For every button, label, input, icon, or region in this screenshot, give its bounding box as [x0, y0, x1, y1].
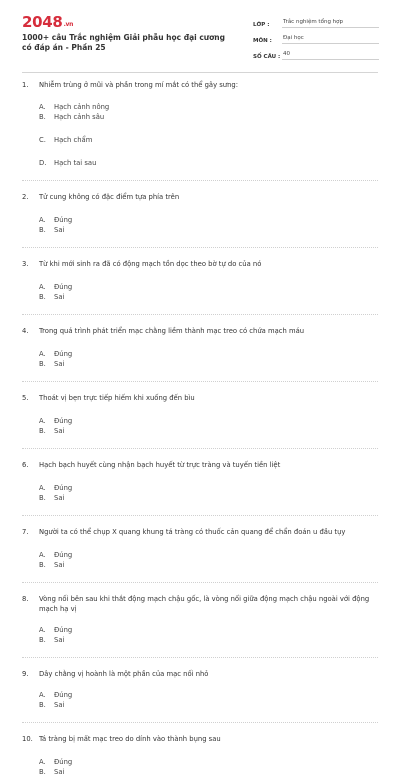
question-number: 6. [22, 461, 29, 469]
answer-option[interactable] [39, 282, 210, 292]
option-text: Sai [54, 427, 65, 435]
meta-row [253, 30, 379, 44]
option-letter: D. [39, 159, 47, 167]
question-body: Hạch bạch huyết cùng nhận bạch huyết từ trực tràng và tuyến tiền liệt [39, 461, 281, 469]
option-letter: B. [39, 293, 46, 301]
option-letter: B. [39, 768, 46, 776]
option-letter: B. [39, 113, 46, 121]
question-text [22, 393, 378, 403]
exam-title: 1000+ câu Trắc nghiệm Giải phẫu học đại cương có đáp án - Phần 25 [22, 33, 225, 52]
option-letter: A. [39, 551, 46, 559]
answer-option[interactable] [39, 560, 210, 570]
option-letter: B. [39, 226, 46, 234]
question-body: Tá tràng bị mất mạc treo do dính vào thành bụng sau [39, 735, 221, 743]
question-number: 2. [22, 193, 29, 201]
option-letter: C. [39, 136, 46, 144]
exam-meta [253, 14, 379, 62]
meta-label: LỚP : [253, 22, 270, 28]
header-divider [22, 72, 378, 73]
question-number: 9. [22, 670, 29, 678]
option-text: Đúng [54, 350, 73, 358]
answer-option[interactable] [39, 225, 210, 235]
answer-option[interactable] [39, 690, 210, 700]
meta-value: Đại học [282, 35, 379, 44]
question-body: Từ khi mới sinh ra đã có động mạch tồn dọc theo bờ tự do của nó [39, 260, 262, 268]
answer-option[interactable] [39, 700, 210, 710]
option-text: Hạch cảnh nông [54, 103, 110, 111]
question-number: 10. [22, 735, 33, 743]
option-text: Sai [54, 226, 65, 234]
answer-option[interactable] [39, 426, 210, 436]
option-letter: A. [39, 626, 46, 634]
answer-option[interactable] [39, 493, 210, 503]
option-text: Đúng [54, 691, 73, 699]
option-letter: A. [39, 283, 46, 291]
meta-value: 40 [282, 51, 379, 60]
option-letter: A. [39, 691, 46, 699]
option-text: Đúng [54, 551, 73, 559]
answer-option[interactable] [39, 483, 210, 493]
answer-option[interactable] [39, 349, 210, 359]
option-text: Sai [54, 561, 65, 569]
logo-domain: .vn [63, 21, 74, 28]
question-number: 4. [22, 327, 29, 335]
question-list [22, 80, 378, 781]
question-body: Người ta có thể chụp X quang khung tá tràng có thuốc cản quang để chẩn đoán u đầu tụy [39, 528, 346, 536]
option-text: Đúng [54, 283, 73, 291]
question-number: 3. [22, 260, 29, 268]
option-text: Sai [54, 360, 65, 368]
answer-options [22, 215, 378, 235]
answer-option[interactable] [39, 112, 210, 122]
question-text [22, 669, 378, 679]
answer-option[interactable] [39, 102, 210, 112]
question-body: Dây chằng vị hoành là một phần của mạc nối nhỏ [39, 670, 209, 678]
question-body: Vòng nối bên sau khi thắt động mạch chậu gốc, là vòng nối giữa động mạch chậu ngoài với động mạch hạ vị [39, 595, 370, 613]
question-item [22, 315, 378, 382]
question-item [22, 449, 378, 516]
option-letter: B. [39, 701, 46, 709]
question-item [22, 181, 378, 248]
question-number: 1. [22, 81, 29, 89]
answer-option[interactable] [39, 767, 210, 777]
question-text [22, 734, 378, 744]
option-text: Đúng [54, 758, 73, 766]
option-text: Đúng [54, 626, 73, 634]
meta-value: Trắc nghiệm tổng hợp [282, 19, 379, 28]
meta-label: MÔN : [253, 38, 272, 44]
question-body: Tử cung không có đặc điểm tựa phía trên [39, 193, 180, 201]
answer-option[interactable] [39, 550, 210, 560]
option-letter: A. [39, 103, 46, 111]
question-item [22, 382, 378, 449]
question-item [22, 583, 378, 658]
answer-options [22, 483, 378, 503]
question-body: Trong quá trình phát triển mạc chằng liềm thành mạc treo có chứa mạch máu [39, 327, 305, 335]
question-text [22, 326, 378, 336]
option-text: Đúng [54, 417, 73, 425]
answer-options [22, 625, 378, 645]
question-number: 7. [22, 528, 29, 536]
meta-row [253, 14, 379, 28]
option-text: Hạch cảnh sâu [54, 113, 105, 121]
question-number: 8. [22, 595, 29, 603]
answer-options [22, 282, 378, 302]
answer-options [22, 690, 378, 710]
option-text: Sai [54, 701, 65, 709]
answer-options [22, 416, 378, 436]
option-letter: B. [39, 360, 46, 368]
question-body: Thoát vị bẹn trực tiếp hiếm khi xuống đến bìu [39, 394, 195, 402]
option-letter: B. [39, 494, 46, 502]
question-body: Nhiễm trùng ở mũi và phần trong mí mắt có thể gây sưng: [39, 81, 239, 89]
question-item [22, 80, 378, 181]
question-text [22, 80, 378, 90]
meta-row [253, 46, 379, 60]
option-letter: A. [39, 417, 46, 425]
question-item [22, 516, 378, 583]
option-letter: A. [39, 216, 46, 224]
option-text: Hạch chẩm [54, 136, 93, 144]
answer-option[interactable] [39, 215, 210, 225]
option-text: Sai [54, 293, 65, 301]
answer-option[interactable] [39, 135, 210, 145]
question-text [22, 594, 378, 614]
option-text: Sai [54, 636, 65, 644]
option-letter: A. [39, 350, 46, 358]
option-text: Đúng [54, 216, 73, 224]
site-logo[interactable] [22, 13, 73, 31]
answer-option[interactable] [39, 625, 210, 635]
option-letter: A. [39, 758, 46, 766]
question-item [22, 723, 378, 781]
option-text: Sai [54, 768, 65, 776]
question-text [22, 460, 378, 470]
answer-options [22, 550, 378, 570]
option-letter: A. [39, 484, 46, 492]
option-letter: B. [39, 561, 46, 569]
option-text: Sai [54, 494, 65, 502]
option-letter: B. [39, 636, 46, 644]
answer-option[interactable] [39, 292, 210, 302]
exam-header [0, 0, 400, 72]
answer-option[interactable] [39, 158, 210, 168]
option-text: Đúng [54, 484, 73, 492]
question-number: 5. [22, 394, 29, 402]
question-text [22, 192, 378, 202]
answer-option[interactable] [39, 416, 210, 426]
question-item [22, 658, 378, 723]
answer-options [22, 757, 378, 777]
question-text [22, 527, 378, 537]
question-item [22, 248, 378, 315]
option-letter: B. [39, 427, 46, 435]
answer-option[interactable] [39, 359, 210, 369]
option-text: Hạch tai sau [54, 159, 97, 167]
meta-label: SỐ CÂU : [253, 54, 281, 60]
question-text [22, 259, 378, 269]
answer-options [22, 102, 378, 168]
answer-option[interactable] [39, 757, 210, 767]
answer-options [22, 349, 378, 369]
logo-text: 2048 [22, 13, 63, 31]
answer-option[interactable] [39, 635, 210, 645]
